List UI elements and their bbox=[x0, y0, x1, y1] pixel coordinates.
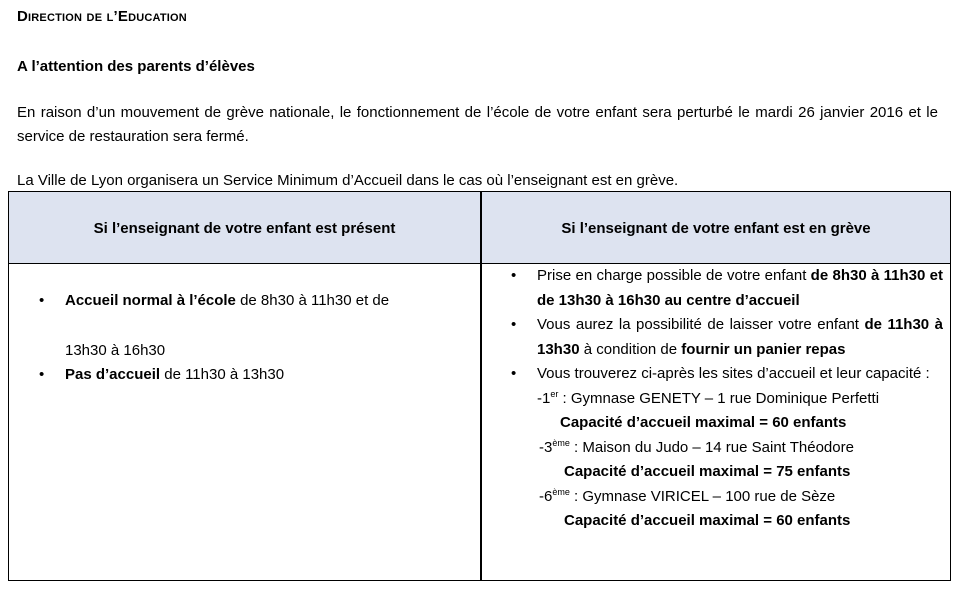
list-item bbox=[507, 313, 943, 362]
header-teacher-present: Si l’enseignant de votre enfant est présent bbox=[93, 219, 396, 237]
site-3 bbox=[507, 485, 943, 534]
normal-welcome-hours: de 8h30 à 11h30 et de bbox=[235, 292, 390, 309]
normal-welcome-hours-continued: 13h30 à 16h30 bbox=[65, 342, 166, 359]
site-ordinal: ème bbox=[552, 486, 570, 497]
care-hours: de 8h30 à 11h30 et de 13h30 à 16h30 au centre d’accueil bbox=[537, 267, 943, 309]
lunch-hours: de 11h30 à 13h30 bbox=[537, 316, 943, 358]
site-capacity: Capacité d’accueil maximal = 60 enfants bbox=[564, 512, 851, 529]
lunch-condition-text: à condition de bbox=[579, 340, 682, 358]
sites-intro: Vous trouverez ci-après les sites d’accueil et leur capacité : bbox=[537, 365, 930, 382]
list-item bbox=[35, 289, 455, 363]
site-arrondissement: -1 bbox=[537, 389, 551, 407]
site-capacity: Capacité d’accueil maximal = 60 enfants bbox=[560, 414, 847, 431]
site-2 bbox=[507, 436, 943, 485]
site-address: : Gymnase GENETY – 1 rue Dominique Perfetti bbox=[558, 389, 880, 407]
document-heading: Direction de l’Education bbox=[17, 8, 187, 25]
site-capacity: Capacité d’accueil maximal = 75 enfants bbox=[564, 463, 851, 480]
intro-paragraph-1: En raison d’un mouvement de grève nationale, le fonctionnement de l’école de votre enfant sera perturbé le mardi 26 janvier 2016 et le service de restauration sera fermé. bbox=[17, 104, 938, 145]
schedule-table bbox=[8, 191, 951, 581]
site-address: : Gymnase VIRICEL – 100 rue de Sèze bbox=[569, 487, 836, 505]
attention-line: A l’attention des parents d’élèves bbox=[17, 58, 255, 75]
care-text: Prise en charge possible de votre enfant bbox=[537, 267, 811, 284]
no-welcome-hours: de 11h30 à 13h30 bbox=[160, 366, 285, 383]
intro-paragraph-2: La Ville de Lyon organisera un Service Minimum d’Accueil dans le cas où l’enseignant est en grève. bbox=[17, 172, 679, 189]
lunch-basket-requirement: fournir un panier repas bbox=[681, 340, 846, 358]
site-address: : Maison du Judo – 14 rue Saint Théodore bbox=[569, 438, 854, 456]
site-ordinal: er bbox=[550, 388, 559, 399]
no-welcome-label: Pas d’accueil bbox=[65, 366, 161, 383]
list-item bbox=[35, 363, 455, 387]
header-teacher-on-strike: Si l’enseignant de votre enfant est en grève bbox=[561, 219, 871, 237]
normal-welcome-label: Accueil normal à l’école bbox=[65, 292, 236, 309]
site-ordinal: ème bbox=[552, 437, 570, 448]
lunch-text: Vous aurez la possibilité de laisser votre enfant bbox=[537, 316, 865, 333]
site-arrondissement: -3 bbox=[539, 438, 553, 456]
present-column bbox=[35, 289, 455, 387]
list-item bbox=[507, 362, 943, 387]
strike-column bbox=[507, 264, 943, 534]
site-1 bbox=[507, 387, 943, 436]
site-arrondissement: -6 bbox=[539, 487, 553, 505]
list-item bbox=[507, 264, 943, 313]
